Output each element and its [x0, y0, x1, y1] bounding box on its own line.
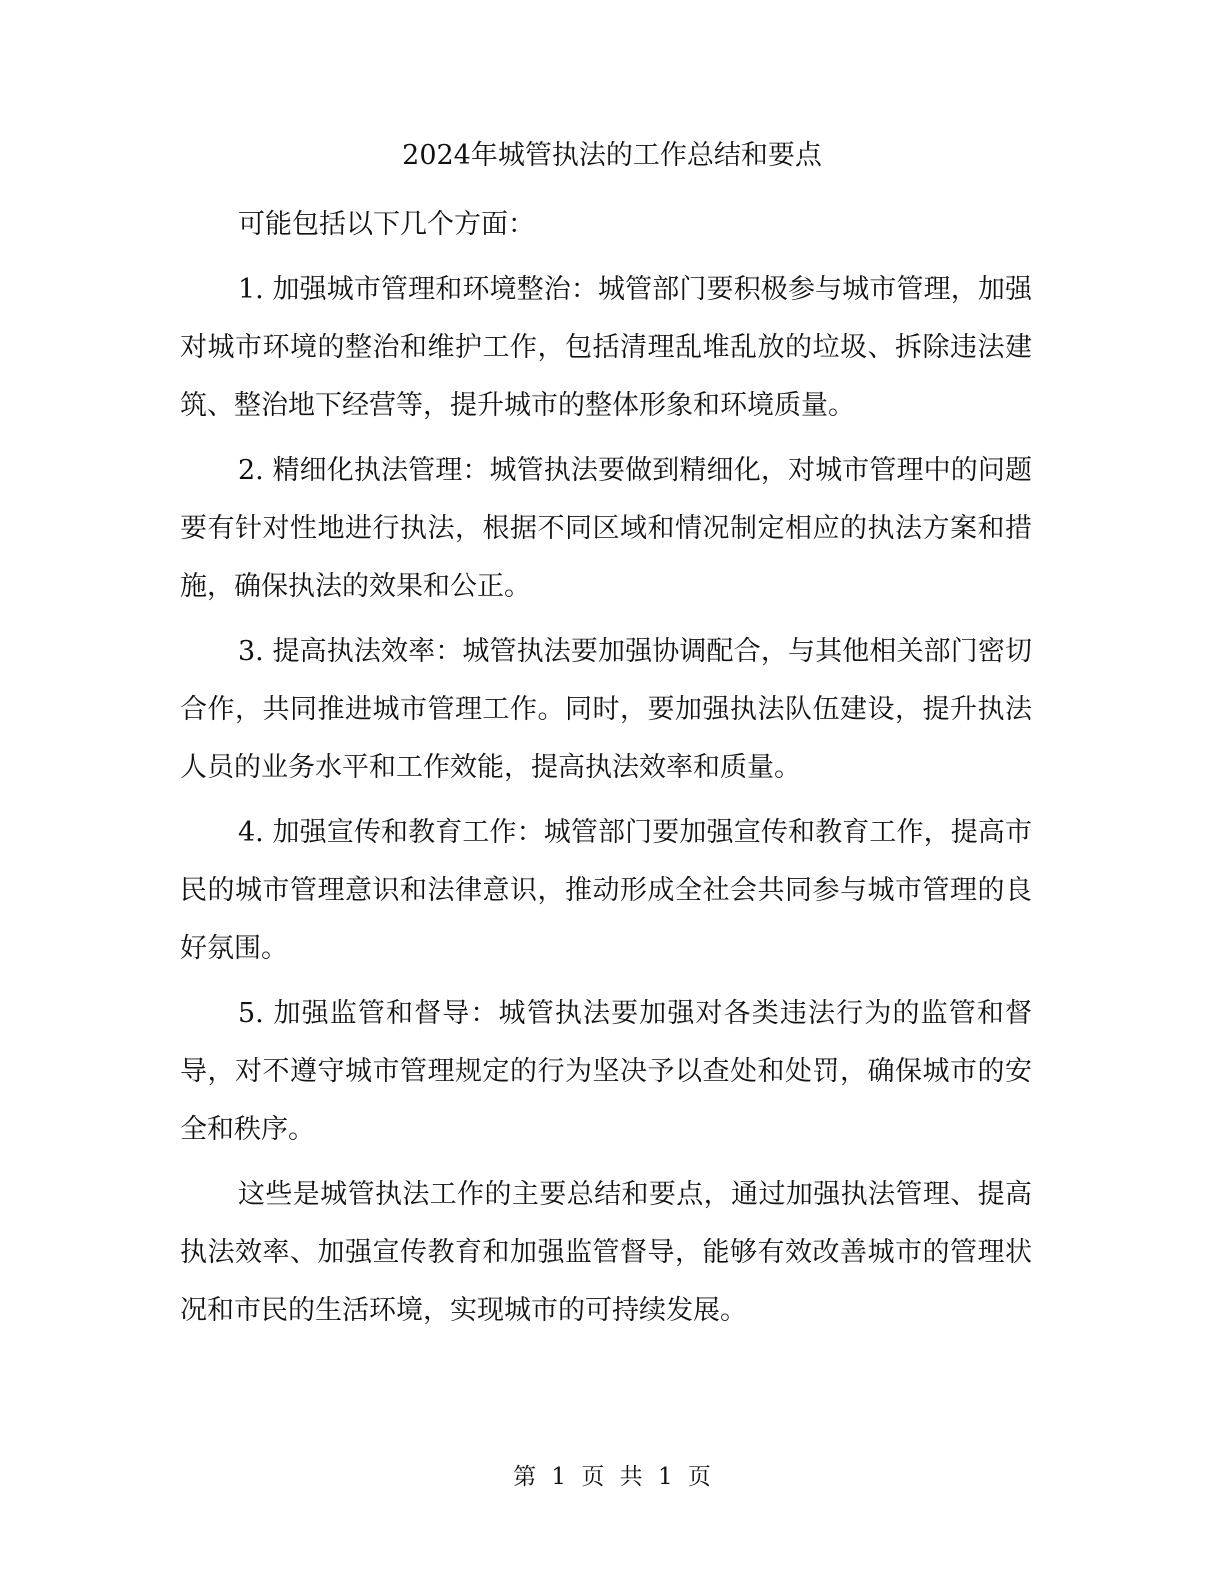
paragraph-item-3: 3. 提高执法效率：城管执法要加强协调配合，与其他相关部门密切合作，共同推进城市管理工作。同时，要加强执法队伍建设，提升执法人员的业务水平和工作效能，提高执法效率和质量。 [180, 636, 1032, 783]
page-footer: 第 1 页 共 1 页 [513, 1464, 711, 1490]
paragraph-conclusion: 这些是城管执法工作的主要总结和要点，通过加强执法管理、提高执法效率、加强宣传教育和加强监管督导，能够有效改善城市的管理状况和市民的生活环境，实现城市的可持续发展。 [180, 1179, 1032, 1326]
paragraph-item-5: 5. 加强监管和督导：城管执法要加强对各类违法行为的监管和督导，对不遵守城市管理规定的行为坚决予以查处和处罚，确保城市的安全和秩序。 [180, 998, 1032, 1145]
paragraph-intro: 可能包括以下几个方面： [238, 209, 535, 240]
paragraph-item-4: 4. 加强宣传和教育工作：城管部门要加强宣传和教育工作，提高市民的城市管理意识和法律意识，推动形成全社会共同参与城市管理的良好氛围。 [180, 817, 1032, 964]
document-title: 2024年城管执法的工作总结和要点 [402, 140, 822, 171]
document-body [180, 196, 1032, 1347]
paragraph-item-1: 1. 加强城市管理和环境整治：城管部门要积极参与城市管理，加强对城市环境的整治和维护工作，包括清理乱堆乱放的垃圾、拆除违法建筑、整治地下经营等，提升城市的整体形象和环境质量。 [180, 274, 1032, 421]
paragraph-item-2: 2. 精细化执法管理：城管执法要做到精细化，对城市管理中的问题要有针对性地进行执法，根据不同区域和情况制定相应的执法方案和措施，确保执法的效果和公正。 [180, 455, 1032, 602]
